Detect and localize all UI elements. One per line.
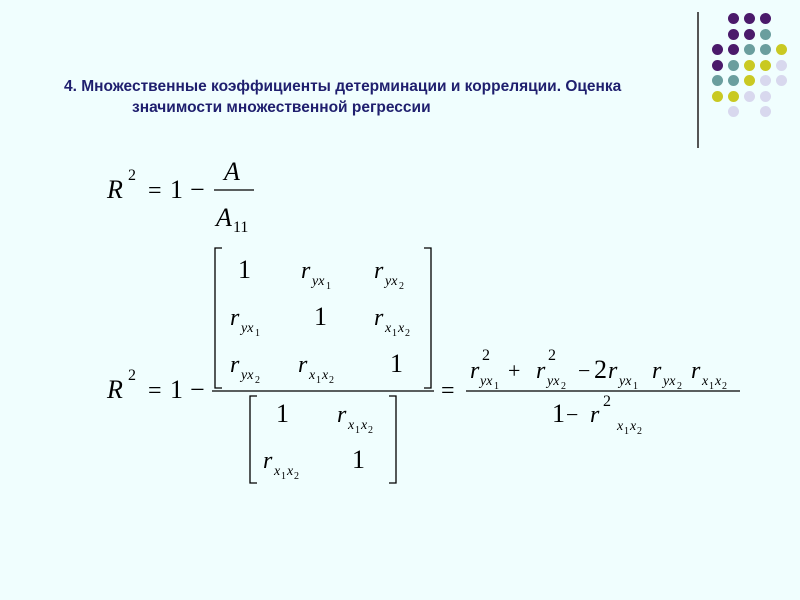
svg-text:x: x [309,368,316,383]
svg-text:x: x [322,368,329,383]
f2-lhs: R [107,375,123,404]
svg-text:yx: yx [547,374,560,389]
title-line-2: значимости множественной регрессии [132,99,431,116]
svg-text:r: r [301,258,311,284]
svg-text:x: x [715,374,722,389]
nm-cell-2-1 [230,305,260,339]
svg-text:1: 1 [624,426,629,437]
svg-text:x: x [617,419,624,434]
svg-text:r: r [374,305,384,331]
svg-text:x: x [361,418,368,433]
svg-text:r: r [590,402,600,428]
nm-cell-2-2: 1 [314,302,327,331]
svg-text:x: x [287,464,294,479]
f1-denominator: A [216,203,232,232]
svg-text:1: 1 [316,375,321,386]
svg-text:r: r [608,358,618,384]
svg-text:r: r [298,352,308,378]
svg-text:yx: yx [663,374,676,389]
svg-text:2: 2 [399,281,404,292]
svg-text:yx: yx [241,321,254,336]
formula-1 [106,157,254,236]
svg-text:1: 1 [392,328,397,339]
svg-text:r: r [536,358,546,384]
rhs-denominator [552,393,642,437]
svg-text:r: r [374,258,384,284]
f2-one: 1 [170,375,183,404]
svg-text:x: x [348,418,355,433]
svg-text:2: 2 [594,355,607,384]
svg-text:r: r [652,358,662,384]
svg-text:yx: yx [312,274,325,289]
nm-cell-3-1 [230,352,260,386]
dm-cell-1-2 [337,402,373,436]
svg-text:2: 2 [482,347,490,364]
svg-text:r: r [691,358,701,384]
svg-text:x: x [702,374,709,389]
rhs-numerator [470,347,727,392]
f2-equals-2: = [441,378,455,404]
svg-text:−: − [578,358,591,383]
svg-text:yx: yx [241,368,254,383]
svg-text:2: 2 [637,426,642,437]
f2-equals: = [148,378,162,404]
svg-text:r: r [263,448,273,474]
svg-text:2: 2 [561,381,566,392]
svg-text:x: x [630,419,637,434]
dm-cell-2-1 [263,448,299,482]
nm-cell-1-3 [374,258,404,292]
svg-text:x: x [274,464,281,479]
svg-text:1: 1 [355,425,360,436]
f1-lhs: R [107,175,123,204]
nm-cell-2-3 [374,305,410,339]
f2-exponent: 2 [128,367,136,384]
f1-exponent: 2 [128,167,136,184]
nm-cell-3-3: 1 [390,349,403,378]
nm-cell-3-2 [298,352,334,386]
nm-cell-1-1: 1 [238,255,251,284]
svg-text:2: 2 [294,471,299,482]
svg-text:2: 2 [329,375,334,386]
formula-2 [106,248,740,483]
svg-text:2: 2 [405,328,410,339]
svg-text:1: 1 [633,381,638,392]
svg-text:1: 1 [494,381,499,392]
f1-minus: − [190,175,205,204]
nm-cell-1-2 [301,258,331,292]
svg-text:yx: yx [619,374,632,389]
svg-text:r: r [230,352,240,378]
svg-text:+: + [508,358,521,383]
svg-text:−: − [566,402,579,427]
svg-text:2: 2 [722,381,727,392]
svg-text:2: 2 [603,393,611,410]
f1-numerator: A [224,157,240,186]
dm-cell-1-1: 1 [276,399,289,428]
svg-text:r: r [470,358,480,384]
svg-text:x: x [385,321,392,336]
numerator-matrix [215,248,431,388]
svg-text:r: r [337,402,347,428]
dm-cell-2-2: 1 [352,445,365,474]
svg-text:1: 1 [709,381,714,392]
svg-text:2: 2 [548,347,556,364]
svg-text:1: 1 [326,281,331,292]
f1-one: 1 [170,175,183,204]
svg-text:2: 2 [677,381,682,392]
svg-text:2: 2 [368,425,373,436]
svg-text:1: 1 [552,399,565,428]
svg-text:r: r [230,305,240,331]
title-line-1: 4. Множественные коэффициенты детерминации и корреляции. Оценка [64,78,622,95]
svg-text:1: 1 [255,328,260,339]
svg-text:yx: yx [385,274,398,289]
f1-denominator-sub: 11 [233,219,249,236]
svg-text:x: x [398,321,405,336]
svg-text:1: 1 [281,471,286,482]
f2-minus: − [190,375,205,404]
svg-text:2: 2 [255,375,260,386]
f1-equals: = [148,178,162,204]
denominator-matrix [250,396,396,483]
svg-text:yx: yx [480,374,493,389]
